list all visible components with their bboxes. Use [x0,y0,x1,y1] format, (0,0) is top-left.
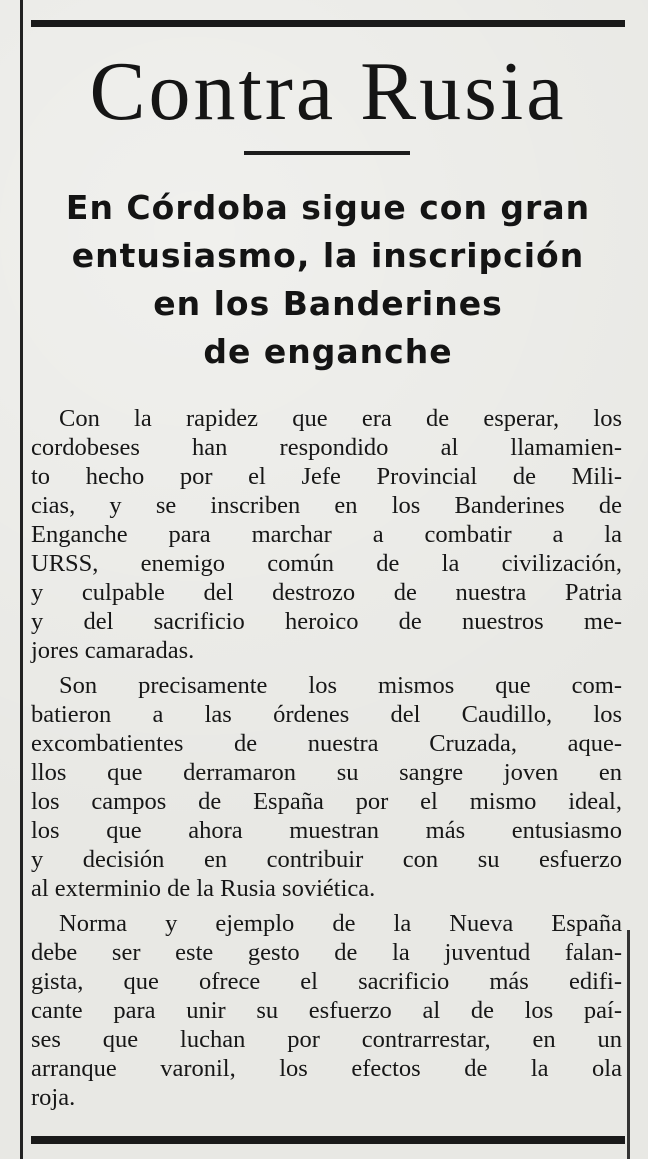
body-line: los campos de España por el mismo ideal, [31,788,622,815]
body-line: arranque varonil, los efectos de la ola [31,1055,622,1082]
body-line: URSS, enemigo común de la civilización, [31,550,622,577]
body-line: cante para unir su esfuerzo al de los paí- [31,997,622,1024]
subheadline-line: En Córdoba sigue con gran [65,188,591,227]
subheadline-line: entusiasmo, la inscripción [71,236,585,275]
article-body [31,404,622,1112]
body-line: y culpable del destrozo de nuestra Patria [31,579,622,606]
body-line: al exterminio de la Rusia soviética. [31,875,376,902]
body-line: ses que luchan por contrarrestar, en un [31,1026,622,1053]
body-line: y del sacrificio heroico de nuestros me- [31,608,622,635]
column-rule-left [20,0,23,1159]
body-line: llos que derramaron su sangre joven en [31,759,622,786]
paragraph-3 [31,909,622,1112]
body-line: jores camaradas. [31,637,195,664]
headline-divider [244,151,410,155]
body-line: Enganche para marchar a combatir a la [31,521,622,548]
body-line: Con la rapidez que era de esperar, los [59,405,622,432]
body-line: roja. [31,1084,76,1111]
body-line: debe ser este gesto de la juventud falan- [31,939,622,966]
body-line: gista, que ofrece el sacrificio más edifi- [31,968,622,995]
body-line: Norma y ejemplo de la Nueva España [59,910,622,937]
body-line: Son precisamente los mismos que com- [59,672,622,699]
headline: Contra Rusia [89,45,567,138]
body-line: los que ahora muestran más entusiasmo [31,817,622,844]
body-line: batieron a las órdenes del Caudillo, los [31,701,622,728]
body-line: excombatientes de nuestra Cruzada, aque- [31,730,622,757]
top-rule [31,20,625,27]
subheadline-line: en los Banderines [153,284,503,323]
body-line: cias, y se inscriben en los Banderines de [31,492,622,519]
paragraph-1 [31,404,622,665]
body-line: to hecho por el Jefe Provincial de Mili- [31,463,622,490]
column-rule-right [627,930,630,1159]
subheadline-line: de enganche [203,332,453,371]
bottom-rule [31,1136,625,1144]
paragraph-2 [31,671,622,903]
subheadline [28,184,628,376]
body-line: cordobeses han respondido al llamamien- [31,434,622,461]
body-line: y decisión en contribuir con su esfuerzo [31,846,622,873]
